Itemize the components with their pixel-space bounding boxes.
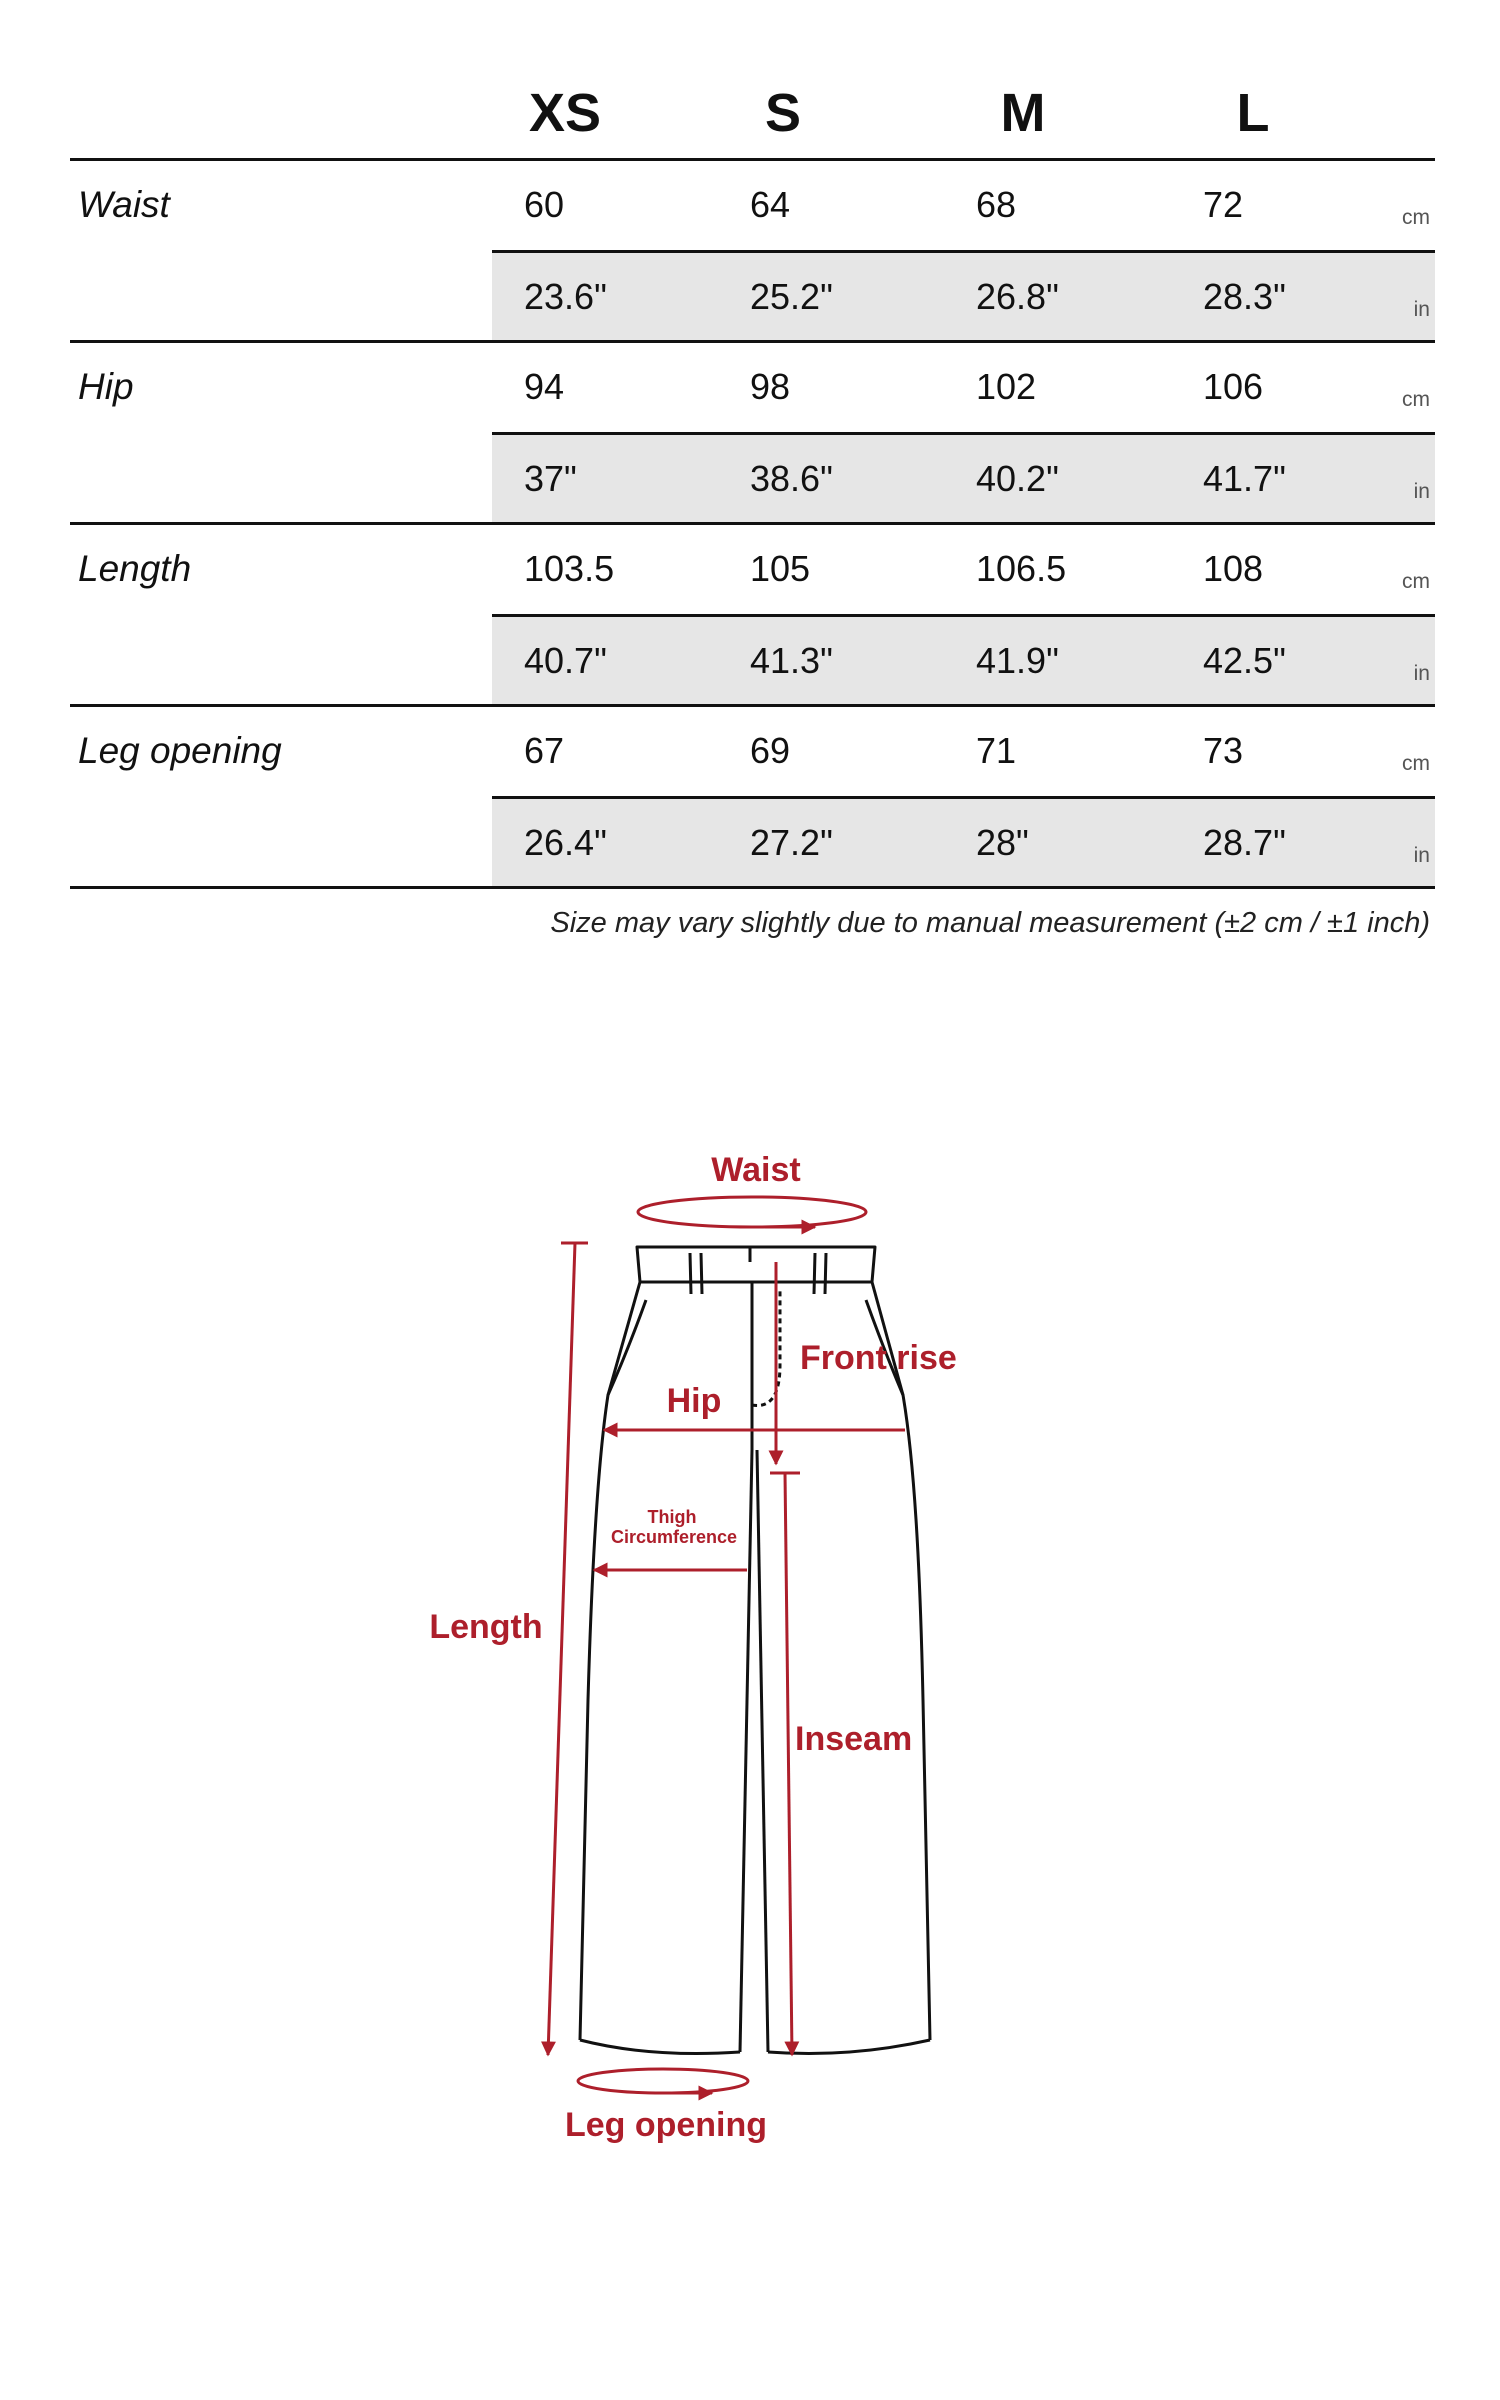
unit-in: in [1413, 298, 1430, 321]
waist-cm-xs: 60 [524, 184, 565, 225]
leg-opening-in-m: 28" [976, 822, 1029, 863]
length-label: Length [78, 548, 192, 589]
table-divider [70, 522, 1435, 525]
leg-opening-cm-xs: 67 [524, 730, 565, 771]
row-divider [492, 796, 1435, 799]
unit-cm: cm [1402, 752, 1430, 775]
table-divider [70, 704, 1435, 707]
waist-cm-m: 68 [976, 184, 1017, 225]
length-in-l: 42.5" [1203, 640, 1286, 681]
waist-cm-l: 72 [1203, 184, 1244, 225]
unit-in: in [1413, 662, 1430, 685]
waist-in-l: 28.3" [1203, 276, 1286, 317]
inch-row-band [492, 253, 1435, 341]
waist-diagram-label: Waist [711, 1151, 801, 1189]
size-xs-header: XS [528, 83, 602, 143]
hip-in-m: 40.2" [976, 458, 1059, 499]
length-arrow [548, 1243, 575, 2055]
leg-opening-in-l: 28.7" [1203, 822, 1286, 863]
hip-in-xs: 37" [524, 458, 577, 499]
pants-measurement-diagram [0, 1120, 1500, 2200]
waist-cm-s: 64 [750, 184, 791, 225]
size-chart-table [0, 0, 1500, 960]
waist-arrow [638, 1197, 866, 1227]
hip-cm-m: 102 [976, 366, 1037, 407]
measurement-arrows [548, 1197, 905, 2093]
waist-label: Waist [78, 184, 170, 225]
length-cm-s: 105 [750, 548, 811, 589]
table-divider [70, 340, 1435, 343]
unit-in: in [1413, 480, 1430, 503]
length-diagram-label: Length [429, 1608, 543, 1646]
length-cm-m: 106.5 [976, 548, 1067, 589]
hip-cm-l: 106 [1203, 366, 1264, 407]
length-cm-l: 108 [1203, 548, 1264, 589]
hip-diagram-label: Hip [666, 1382, 722, 1420]
hip-in-l: 41.7" [1203, 458, 1286, 499]
waist-in-s: 25.2" [750, 276, 833, 317]
hip-cm-xs: 94 [524, 366, 565, 407]
unit-cm: cm [1402, 388, 1430, 411]
circumference-diagram-label: Circumference [610, 1527, 738, 1547]
size-m-header: M [1000, 83, 1046, 143]
size-header-row [0, 78, 1500, 158]
leg-opening-cm-l: 73 [1203, 730, 1244, 771]
inch-row-band [492, 435, 1435, 523]
hip-label: Hip [78, 366, 134, 407]
size-s-header: S [764, 83, 802, 143]
leg-opening-in-s: 27.2" [750, 822, 833, 863]
size-l-header: L [1236, 83, 1270, 143]
waist-in-m: 26.8" [976, 276, 1059, 317]
table-divider [70, 158, 1435, 161]
unit-cm: cm [1402, 206, 1430, 229]
leg-opening-cm-m: 71 [976, 730, 1017, 771]
unit-in: in [1413, 844, 1430, 867]
inseam-diagram-label: Inseam [795, 1720, 913, 1758]
leg-opening-cm-s: 69 [750, 730, 791, 771]
row-divider [492, 250, 1435, 253]
inch-row-band [492, 617, 1435, 705]
thigh-diagram-label: Thigh [647, 1507, 697, 1527]
inseam-arrow [785, 1473, 792, 2055]
leg-opening-arrow [578, 2069, 748, 2093]
length-in-xs: 40.7" [524, 640, 607, 681]
leg-opening-diagram-label: Leg opening [564, 2106, 768, 2144]
length-in-s: 41.3" [750, 640, 833, 681]
front-rise-diagram-label: Front rise [800, 1339, 957, 1377]
pants-illustration [0, 1120, 1500, 2200]
length-in-m: 41.9" [976, 640, 1059, 681]
hip-in-s: 38.6" [750, 458, 833, 499]
inch-row-band [492, 799, 1435, 887]
measurement-note: Size may vary slightly due to manual measurement (±2 cm / ±1 inch) [550, 907, 1430, 939]
leg-opening-label: Leg opening [78, 730, 282, 771]
leg-opening-in-xs: 26.4" [524, 822, 607, 863]
row-divider [492, 614, 1435, 617]
unit-cm: cm [1402, 570, 1430, 593]
row-divider [492, 432, 1435, 435]
table-divider [70, 886, 1435, 889]
hip-cm-s: 98 [750, 366, 791, 407]
waist-in-xs: 23.6" [524, 276, 607, 317]
length-cm-xs: 103.5 [524, 548, 615, 589]
